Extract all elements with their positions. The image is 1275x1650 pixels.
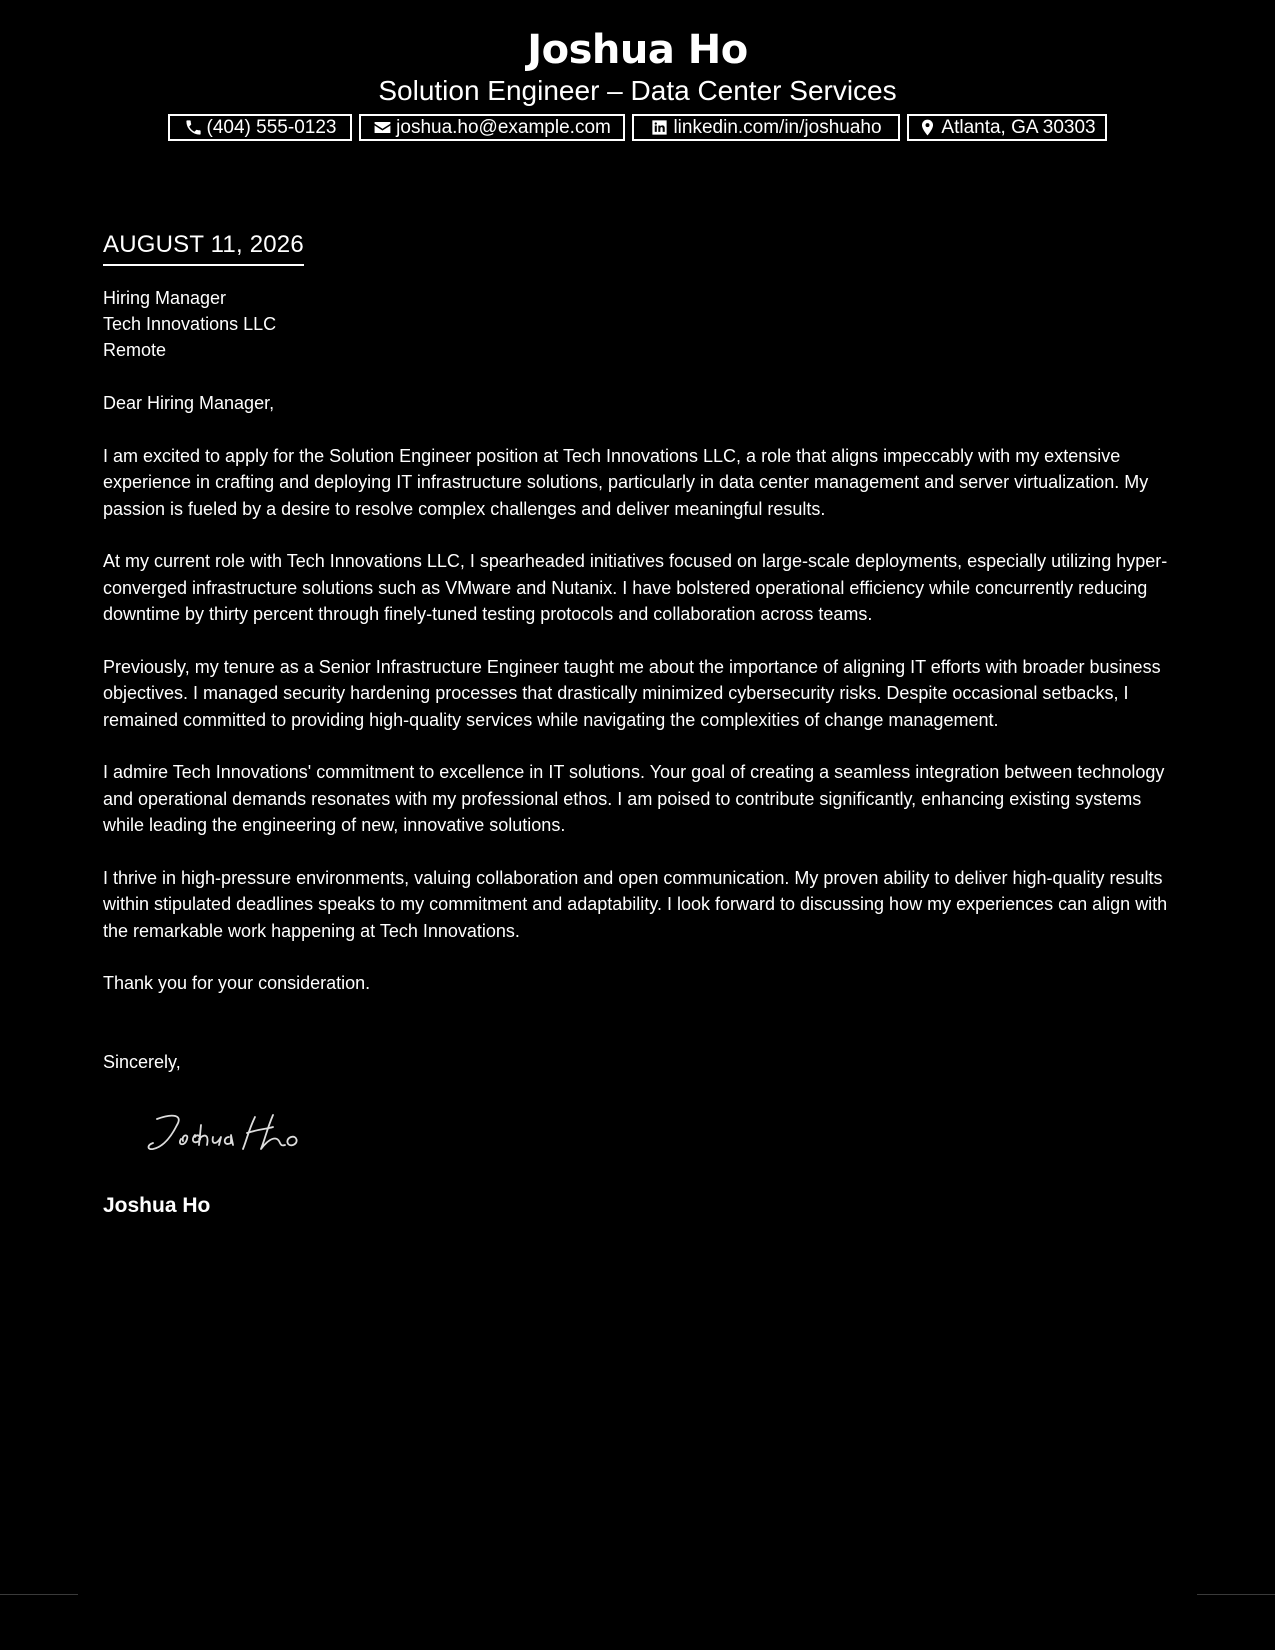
phone-text: (404) 555-0123: [206, 117, 337, 138]
letter-body: [103, 228, 1183, 1219]
location-text: Atlanta, GA 30303: [941, 117, 1096, 138]
sender-name: Joshua Ho: [527, 27, 748, 73]
email-chip[interactable]: [359, 114, 625, 141]
recipient-line: Tech Innovations LLC: [103, 314, 277, 334]
recipient-line: Remote: [103, 340, 167, 360]
closing-line: Sincerely,: [103, 1051, 181, 1072]
body-paragraph: I thrive in high-pressure environments, valuing collaboration and open communication. My proven ability to deliver high-quality results within stipulated deadlines speaks to my commitment and adaptability. I look forward to discussing how my experiences can align with the remarkable work happening at Tech Innovations.: [103, 867, 1168, 941]
letter-date: AUGUST 11, 2026: [103, 228, 304, 266]
map-pin-icon: [918, 118, 937, 137]
contact-bar: [0, 114, 1275, 141]
salutation: Dear Hiring Manager,: [103, 393, 275, 413]
body-paragraph: Previously, my tenure as a Senior Infrastructure Engineer taught me about the importance of aligning IT efforts with broader business objectives. I managed security hardening processes that drastically minimized cybersecurity risks. Despite occasional setbacks, I remained committed to providing high-quality services while navigating the complexities of change management.: [103, 656, 1161, 730]
sender-title: Solution Engineer – Data Center Services: [378, 75, 897, 106]
email-text: joshua.ho@example.com: [396, 117, 611, 138]
signature-image: [143, 1105, 323, 1157]
body-paragraph: I admire Tech Innovations' commitment to excellence in IT solutions. Your goal of creating a seamless integration between technology and operational demands resonates with my professional ethos. I am poised to contribute significantly, enhancing existing systems while leading the engineering of new, innovative solutions.: [103, 762, 1165, 835]
letter-header: [0, 22, 1275, 141]
linkedin-icon: [650, 118, 669, 137]
body-paragraph: At my current role with Tech Innovations LLC, I spearheaded initiatives focused on large-scale deployments, especially utilizing hyper-converged infrastructure solutions such as VMware and Nutanix. I have bolstered operational efficiency while concurrently reducing downtime by thirty percent through finely-tuned testing protocols and collaboration across teams.: [103, 551, 1168, 624]
signed-name: Joshua Ho: [103, 1193, 211, 1217]
linkedin-chip[interactable]: [632, 114, 900, 141]
thanks-line: Thank you for your consideration.: [103, 973, 371, 993]
location-chip[interactable]: [907, 114, 1107, 141]
body-paragraph: I am excited to apply for the Solution Engineer position at Tech Innovations LLC, a role that aligns impeccably with my extensive experience in crafting and deploying IT infrastructure solutions, particularly in data center management and server virtualization. My passion is fueled by a desire to resolve complex challenges and deliver meaningful results.: [103, 445, 1149, 519]
phone-icon: [184, 118, 203, 137]
footer-rule-right: [1197, 1594, 1275, 1595]
linkedin-text: linkedin.com/in/joshuaho: [673, 117, 882, 138]
recipient-line: Hiring Manager: [103, 288, 227, 308]
recipient-block: [103, 285, 1183, 363]
envelope-icon: [373, 118, 392, 137]
footer-rule-left: [0, 1594, 78, 1595]
phone-chip[interactable]: [168, 114, 352, 141]
